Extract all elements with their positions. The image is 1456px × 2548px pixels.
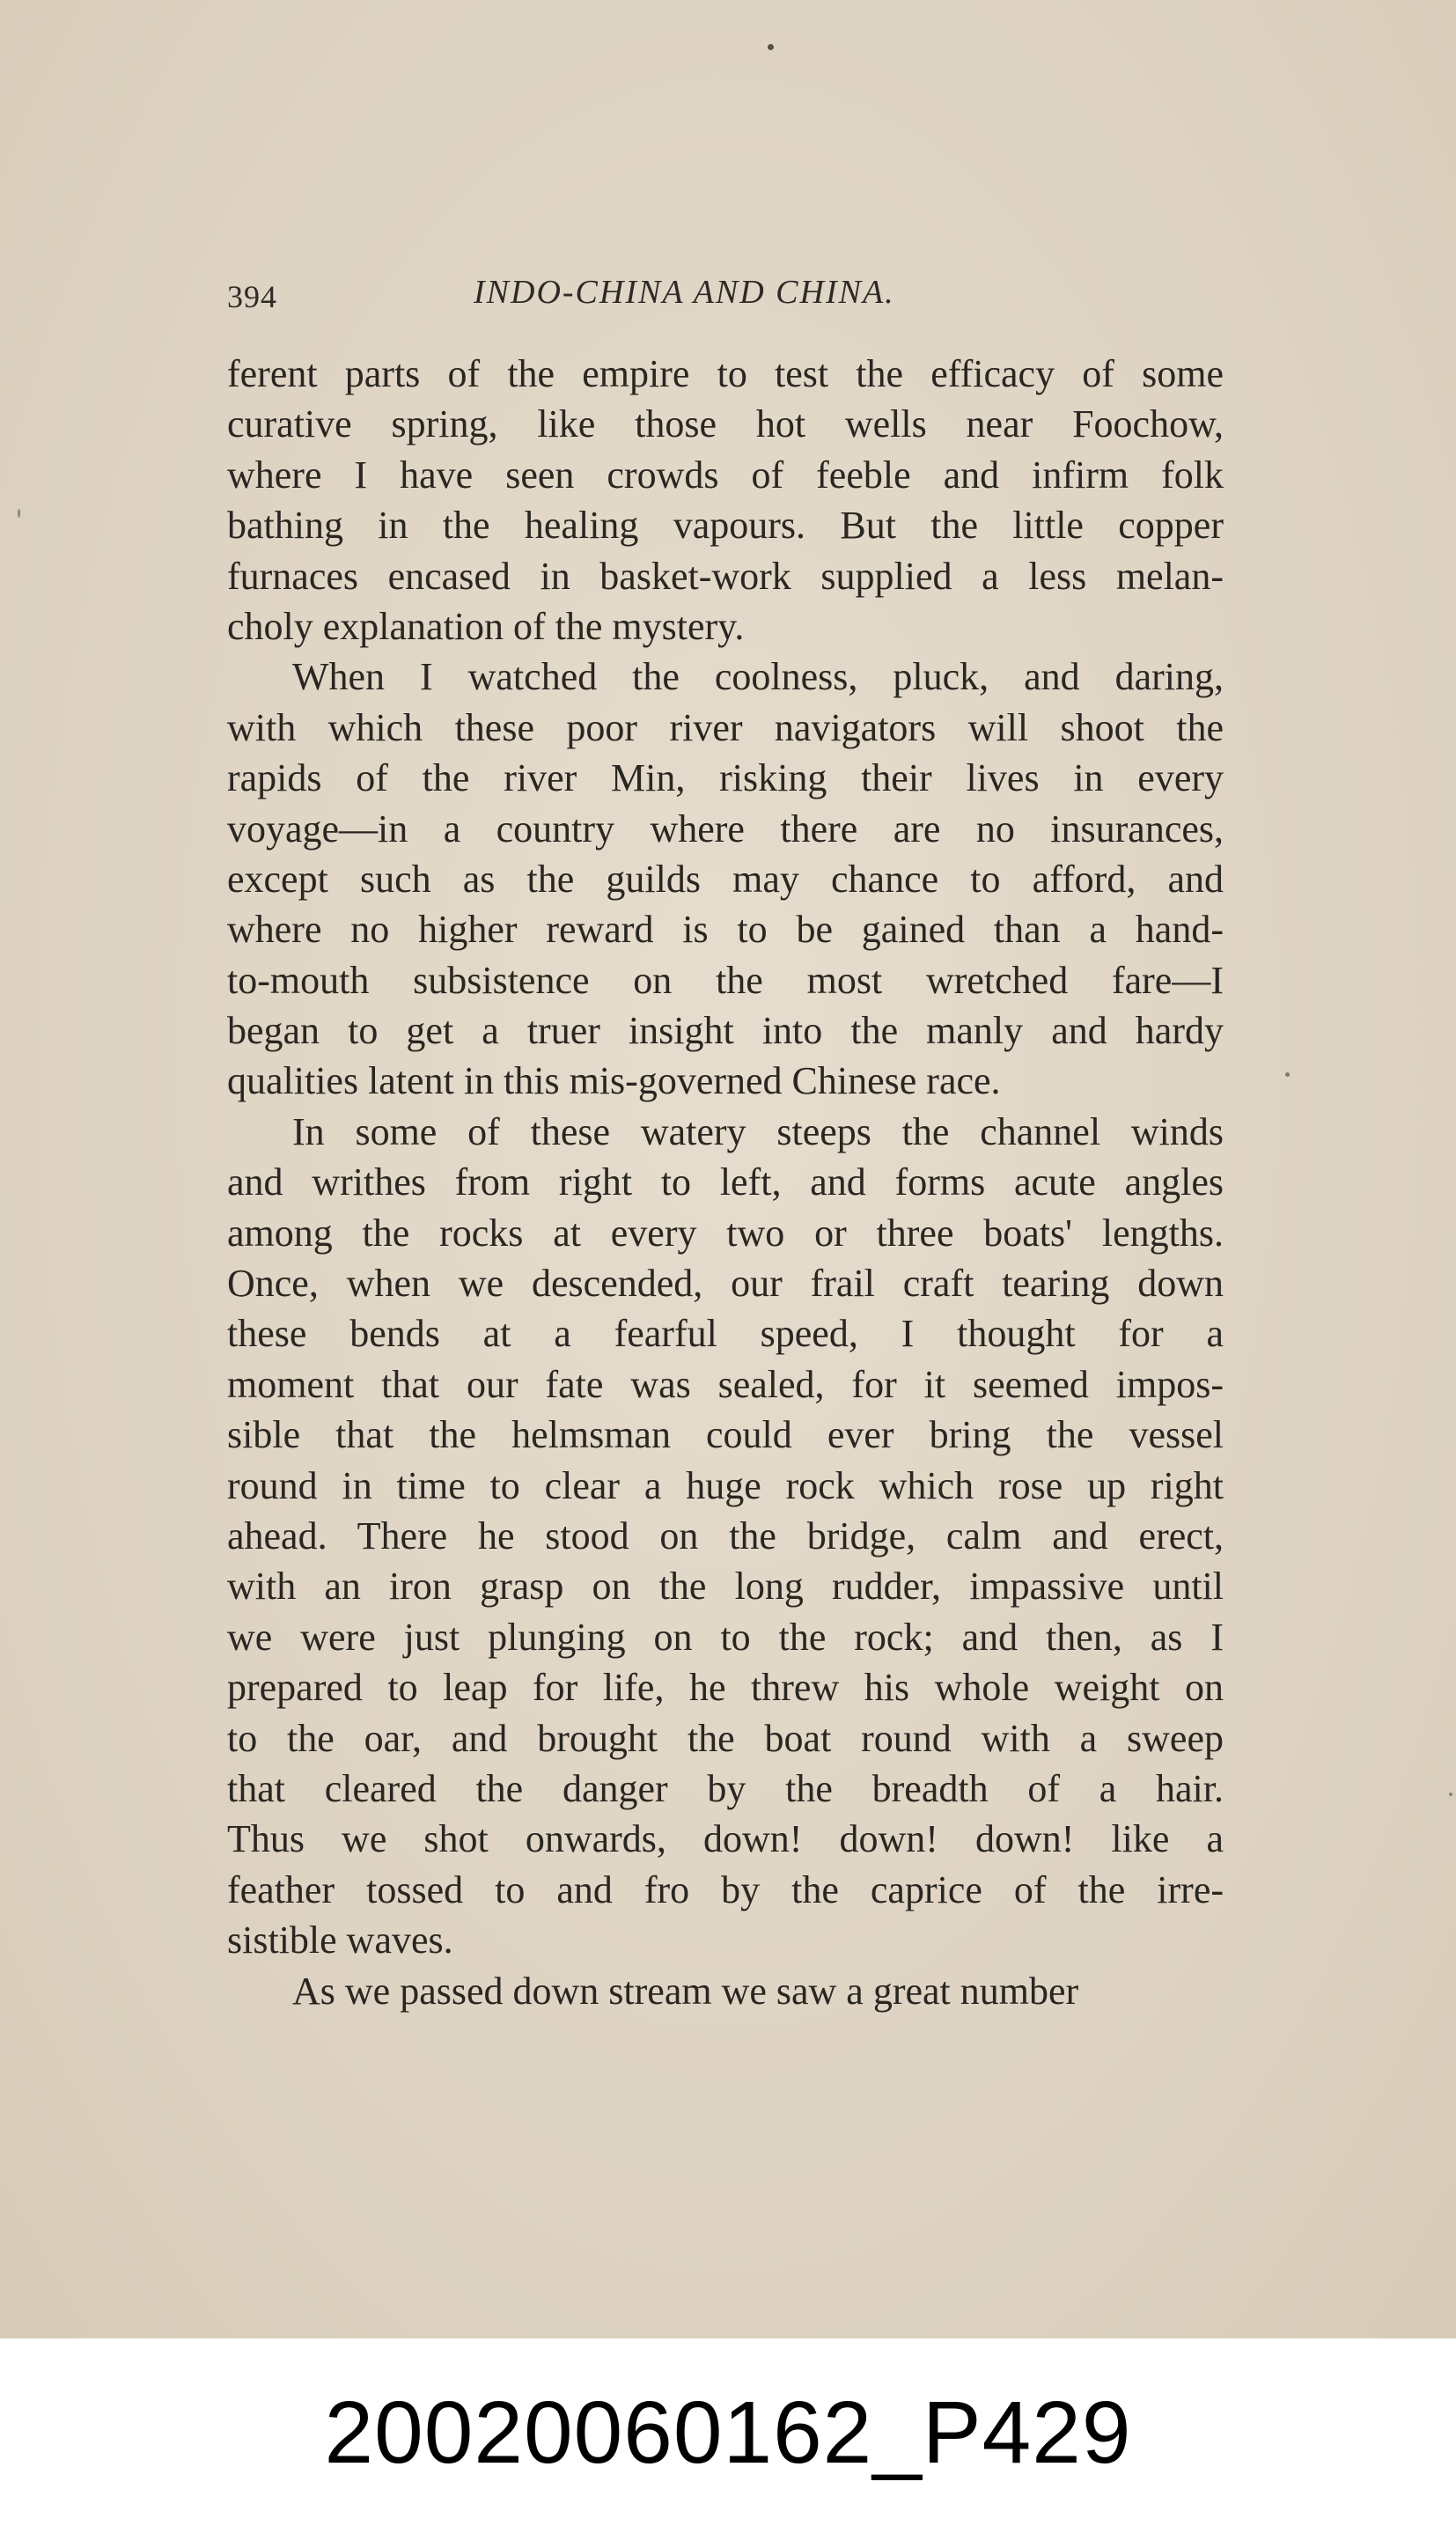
text-line: among the rocks at every two or three boats' lengths. [227,1211,1224,1255]
paragraph [227,1966,1224,2016]
text-line: prepared to leap for life, he threw his whole weight on [227,1666,1224,1710]
text-line: where I have seen crowds of feeble and infirm folk [227,453,1224,497]
text-line: bathing in the healing vapours. But the little copper [227,504,1224,548]
text-line: choly explanation of the mystery. [227,604,745,648]
running-title: INDO-CHINA AND CHINA. [474,274,895,311]
body-text [227,349,1224,2016]
ink-speck [1285,1072,1290,1077]
page-number: 394 [227,279,277,314]
text-line: rapids of the river Min, risking their lives in every [227,756,1224,800]
ink-speck [18,509,20,518]
text-line: that cleared the danger by the breadth of a hair. [227,1766,1224,1810]
text-line: round in time to clear a huge rock which rose up right [227,1463,1224,1507]
text-line: except such as the guilds may chance to afford, and [227,857,1224,901]
text-line: furnaces encased in basket-work supplied a less melan- [227,554,1224,598]
text-line: we were just plunging on to the rock; and then, as I [227,1615,1224,1659]
text-line: curative spring, like those hot wells near Foochow, [227,402,1224,446]
text-line: moment that our fate was sealed, for it seemed impos- [227,1362,1224,1406]
text-line: these bends at a fearful speed, I thought for a [227,1312,1224,1356]
paragraph [227,652,1224,1107]
text-line: feather tossed to and fro by the caprice of the irre- [227,1867,1224,1911]
text-line: to-mouth subsistence on the most wretched fare—I [227,958,1224,1002]
paragraph [227,349,1224,652]
text-line: ferent parts of the empire to test the efficacy of some [227,352,1224,395]
text-line: Thus we shot onwards, down! down! down! like a [227,1817,1224,1861]
text-line: where no higher reward is to be gained than a hand- [227,908,1224,952]
text-line: As we passed down stream we saw a great number [292,1969,1079,2013]
paragraph [227,1107,1224,1966]
text-line: with an iron grasp on the long rudder, impassive until [227,1565,1224,1609]
text-line: In some of these watery steeps the channel winds [292,1109,1224,1153]
text-line: When I watched the coolness, pluck, and daring, [292,655,1224,699]
text-line: qualities latent in this mis-governed Chinese race. [227,1059,1001,1103]
text-line: voyage—in a country where there are no insurances, [227,806,1224,851]
running-head [227,273,1224,320]
text-line: to the oar, and brought the boat round with a sweep [227,1716,1224,1760]
text-line: ahead. There he stood on the bridge, calm and erect, [227,1513,1224,1558]
ink-speck [768,44,774,50]
text-line: Once, when we descended, our frail craft tearing down [227,1262,1224,1306]
image-id-caption: 20020060162_P429 [324,2383,1132,2482]
text-line: and writhes from right to left, and forms acute angles [227,1160,1224,1204]
text-line: began to get a truer insight into the manly and hardy [227,1009,1224,1053]
ink-speck [1449,1793,1452,1796]
text-line: sible that the helmsman could ever bring the vessel [227,1413,1224,1457]
text-line: sistible waves. [227,1918,453,1963]
text-line: with which these poor river navigators will shoot the [227,705,1224,749]
